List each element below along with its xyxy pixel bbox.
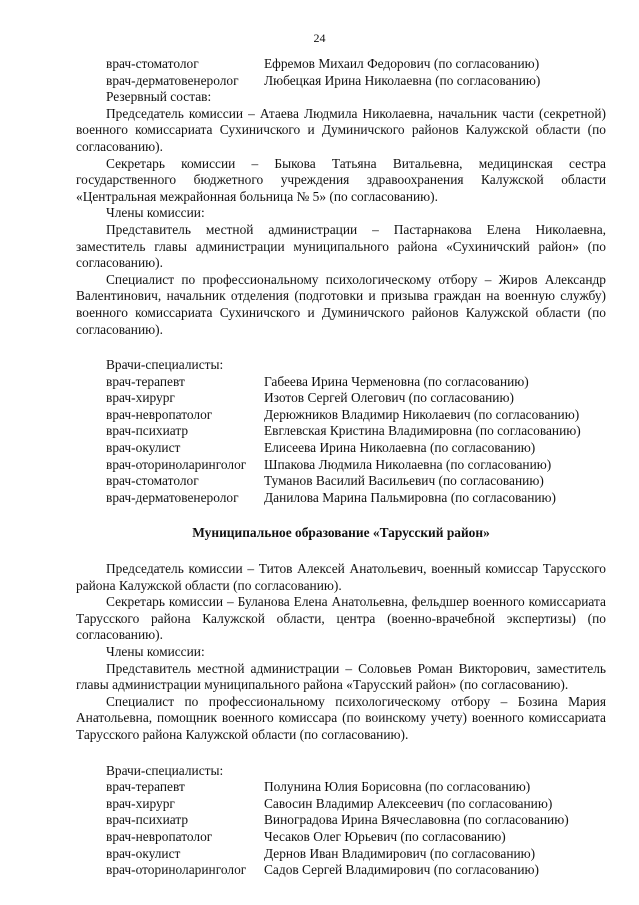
tarusa-secretary: Секретарь комиссии – Буланова Елена Анатольевна, фельдшер военного комиссариата Тарусского района Калужской области, центра (военно-врачебной экспертизы) (по согласованию). (76, 594, 606, 643)
doctor-role: врач-психиатр (106, 423, 189, 439)
tarusa-admin-rep: Представитель местной администрации – Соловьев Роман Викторович, заместитель главы администрации муниципального района «Тарусский район» (по согласованию). (76, 660, 606, 693)
doctor-row (76, 390, 606, 407)
reserve-label: Резервный состав: (106, 89, 212, 105)
doctor-name: Любецкая Ирина Николаевна (по согласованию) (264, 72, 541, 88)
sukhinichi-secretary: Секретарь комиссии – Быкова Татьяна Витальевна, медицинская сестра государственного бюджетного учреждения здравоохранения Калужской области «Центральная межрайонная больница № 5» (по согласованию). (76, 155, 606, 204)
tarusa-heading: Муниципальное образование «Тарусский район» (192, 525, 490, 541)
doctor-name: Туманов Василий Васильевич (по согласованию) (264, 473, 544, 489)
sukhinichi-doctors-label: Врачи-специалисты: (106, 357, 224, 373)
doctor-row (76, 812, 606, 829)
doctor-role: врач-невропатолог (106, 828, 213, 844)
doctor-role: врач-дерматовенеролог (106, 489, 239, 505)
top-doctor-list (76, 56, 606, 89)
doctor-name: Шпакова Людмила Николаевна (по согласованию) (264, 456, 552, 472)
doctor-name: Данилова Марина Пальмировна (по согласованию) (264, 489, 556, 505)
doctor-name: Дерюжников Владимир Николаевич (по согласованию) (264, 406, 580, 422)
doctor-name: Елисеева Ирина Николаевна (по согласованию) (264, 440, 536, 456)
doctor-name: Садов Сергей Владимирович (по согласованию) (264, 862, 539, 878)
doctor-row (76, 779, 606, 796)
doctor-role: врач-хирург (106, 390, 175, 406)
doctor-row (76, 796, 606, 813)
doctor-role: врач-оториноларинголог (106, 456, 247, 472)
doctor-row (76, 457, 606, 474)
doctor-name: Савосин Владимир Алексеевич (по согласованию) (264, 795, 553, 811)
page-content (76, 56, 606, 879)
sukhinichi-psych-specialist: Специалист по профессиональному психологическому отбору – Жиров Александр Валентинович, начальник отделения (подготовки и призыва граждан на военную службу) военного комиссариата Сухиничского и Думиничского районов Калужской области (по согласованию). (76, 271, 606, 337)
page-number: 24 (313, 31, 326, 45)
sukhinichi-chairman: Председатель комиссии – Атаева Людмила Николаевна, начальник части (секретной) военного комиссариата Сухиничского и Думиничского районов Калужской области (по согласованию). (76, 105, 606, 154)
tarusa-doctors-label: Врачи-специалисты: (106, 762, 224, 778)
doctor-name: Евглевская Кристина Владимировна (по согласованию) (264, 423, 581, 439)
doctor-role: врач-хирург (106, 795, 175, 811)
doctor-row (76, 56, 606, 73)
doctor-role: врач-окулист (106, 440, 181, 456)
doctor-row (76, 490, 606, 507)
doctor-role: врач-стоматолог (106, 473, 199, 489)
doctor-role: врач-окулист (106, 845, 181, 861)
doctor-row (76, 473, 606, 490)
doctor-name: Ефремов Михаил Федорович (по согласованию) (264, 56, 540, 71)
sukhinichi-doctor-list (76, 374, 606, 507)
doctor-row (76, 846, 606, 863)
tarusa-chairman: Председатель комиссии – Титов Алексей Анатольевич, военный комиссар Тарусского района Калужской области (по согласованию). (76, 561, 606, 593)
doctor-name: Изотов Сергей Олегович (по согласованию) (264, 390, 514, 406)
doctor-name: Дернов Иван Владимирович (по согласованию) (264, 845, 536, 861)
sukhinichi-admin-rep: Представитель местной администрации – Пастарнакова Елена Николаевна, заместитель главы администрации муниципального района «Сухиничский район» (по согласованию). (76, 221, 606, 271)
tarusa-psych-specialist: Специалист по профессиональному психологическому отбору – Бозина Мария Анатольевна, помощник военного комиссара (по воинскому учету) военного комиссариата Тарусского района Калужской области (по согласованию). (76, 693, 606, 742)
tarusa-doctor-list (76, 779, 606, 879)
doctor-row (76, 407, 606, 424)
doctor-role: врач-терапевт (106, 373, 185, 389)
doctor-name: Чесаков Олег Юрьевич (по согласованию) (264, 828, 506, 844)
sukhinichi-members-label: Члены комиссии: (106, 205, 205, 221)
doctor-role: врач-терапевт (106, 779, 185, 795)
doctor-row (76, 862, 606, 879)
doctor-role: врач-стоматолог (106, 56, 199, 71)
doctor-role: врач-оториноларинголог (106, 862, 247, 878)
doctor-row (76, 374, 606, 391)
doctor-role: врач-психиатр (106, 812, 189, 828)
tarusa-members-label: Члены комиссии: (106, 644, 205, 659)
doctor-name: Габеева Ирина Черменовна (по согласованию) (264, 373, 529, 389)
doctor-row (76, 440, 606, 457)
doctor-name: Виноградова Ирина Вячеславовна (по согласованию) (264, 812, 569, 828)
doctor-role: врач-невропатолог (106, 406, 213, 422)
doctor-row (76, 829, 606, 846)
doctor-row (76, 73, 606, 90)
doctor-role: врач-дерматовенеролог (106, 72, 239, 88)
doctor-row (76, 423, 606, 440)
doctor-name: Полунина Юлия Борисовна (по согласованию) (264, 779, 531, 795)
